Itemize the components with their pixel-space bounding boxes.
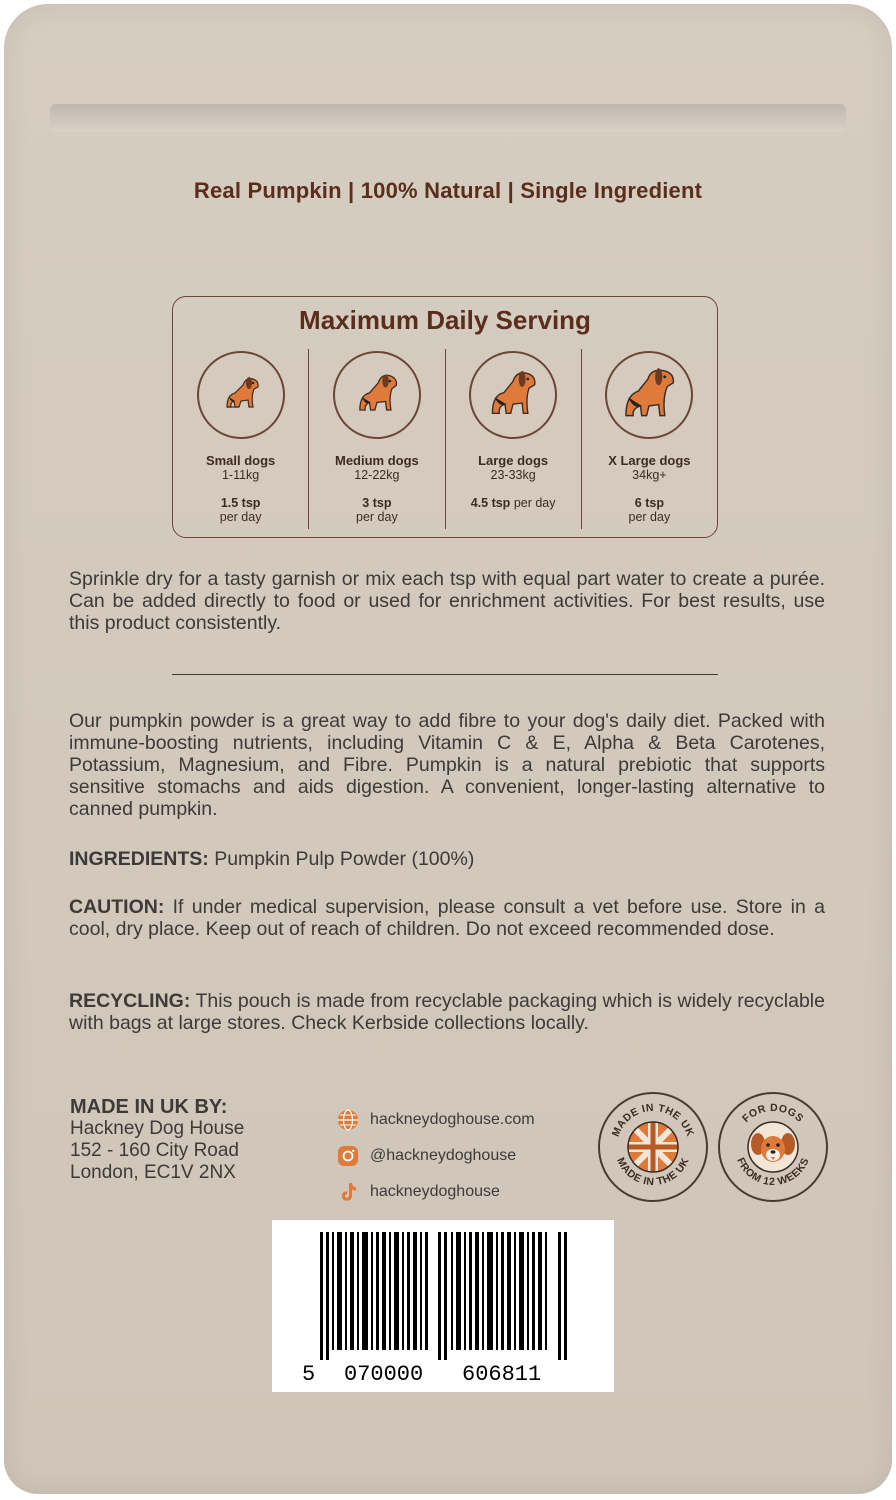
dose-unit: per day	[628, 510, 671, 524]
size-name: Large dogs	[478, 453, 549, 468]
uk-badge-top-text: MADE IN THE UK	[609, 1101, 697, 1139]
social-links	[336, 1102, 535, 1210]
caution-block	[69, 896, 825, 940]
website-link[interactable]	[336, 1102, 535, 1138]
barcode-bars	[320, 1232, 570, 1360]
dose-amount: 6 tsp	[634, 496, 664, 510]
tiktok-icon	[336, 1180, 360, 1204]
serving-medium	[308, 349, 444, 529]
size-name: Medium dogs	[334, 453, 419, 468]
dogs-badge-top-text: FOR DOGS	[740, 1101, 806, 1125]
small-dog-icon	[197, 351, 285, 439]
serving-panel	[172, 296, 718, 538]
instagram-icon	[336, 1144, 360, 1168]
ingredients-block	[69, 848, 825, 870]
instagram-text: @hackneydoghouse	[370, 1147, 517, 1164]
barcode	[272, 1220, 614, 1392]
ingredients-text: Pumpkin Pulp Powder (100%)	[214, 848, 475, 870]
serving-title: Maximum Daily Serving	[299, 305, 591, 335]
serving-small	[173, 349, 308, 529]
divider	[172, 674, 718, 675]
tiktok-text: hackneydoghouse	[370, 1183, 500, 1200]
made-in-uk-badge	[598, 1092, 708, 1202]
globe-icon	[336, 1108, 360, 1132]
address-line-2: London, EC1V 2NX	[70, 1162, 236, 1183]
tiktok-link[interactable]	[336, 1174, 535, 1210]
description-text: Our pumpkin powder is a great way to add fibre to your dog's daily diet. Packed with immune-boosting nutrients, including Vitamin C & E, Alpha & Beta Carotenes, Potassium, Magnesium, and Fibre. Pumpkin is a natural prebiotic that supports sensitive stomachs and aids digestion. A convenient, longer-lasting alternative to canned pumpkin.	[69, 710, 825, 820]
dose-unit: per day	[356, 510, 398, 524]
made-in-heading: MADE IN UK BY:	[70, 1096, 228, 1118]
dose-amount: 3 tsp	[362, 496, 392, 510]
tagline: Real Pumpkin | 100% Natural | Single Ingredient	[193, 178, 703, 203]
serving-large	[445, 349, 581, 529]
dose-amount: 1.5 tsp	[220, 496, 261, 510]
website-text: hackneydoghouse.com	[370, 1111, 535, 1128]
usage-text: Sprinkle dry for a tasty garnish or mix each tsp with equal part water to create a purée. Can be added directly to food or used for enrichment activities. For best results, use this product consistently.	[69, 568, 825, 634]
dose-unit: per day	[219, 510, 262, 524]
medium-dog-icon	[333, 351, 421, 439]
recycling-text: This pouch is made from recyclable packaging which is widely recyclable with bags at large stores. Check Kerbside collections locally.	[69, 990, 825, 1034]
size-weight: 12-22kg	[354, 468, 400, 482]
zip-seal	[50, 104, 846, 132]
size-weight: 23-33kg	[490, 468, 536, 482]
dogs-badge-bottom-text: FROM 12 WEEKS	[734, 1155, 812, 1189]
instagram-link[interactable]	[336, 1138, 535, 1174]
dose-unit: per day	[513, 496, 556, 510]
company-name: Hackney Dog House	[70, 1118, 245, 1139]
xlarge-dog-icon	[605, 351, 693, 439]
recycling-label: RECYCLING:	[69, 990, 191, 1012]
dose-amount: 4.5 tsp	[470, 496, 511, 510]
manufacturer-block	[70, 1096, 244, 1184]
caution-label: CAUTION:	[69, 896, 165, 918]
caution-text: If under medical supervision, please consult a vet before use. Store in a cool, dry place. Keep out of reach of children. Do not exceed recommended dose.	[69, 896, 825, 940]
ingredients-label: INGREDIENTS:	[69, 848, 209, 870]
for-dogs-badge	[718, 1092, 828, 1202]
address-line-1: 152 - 160 City Road	[70, 1140, 239, 1161]
puppy-face-icon	[748, 1122, 798, 1172]
size-weight: 1-11kg	[221, 468, 260, 482]
size-weight: 34kg+	[632, 468, 667, 482]
barcode-left-digits: 070000	[344, 1362, 424, 1387]
barcode-right-digits: 606811	[462, 1362, 542, 1387]
large-dog-icon	[469, 351, 557, 439]
uk-badge-bottom-text: MADE IN THE UK	[614, 1155, 692, 1189]
size-name: X Large dogs	[608, 453, 691, 468]
recycling-block	[69, 990, 825, 1034]
serving-xlarge	[581, 349, 717, 529]
size-name: Small dogs	[205, 453, 276, 468]
barcode-first-digit: 5	[302, 1362, 316, 1387]
